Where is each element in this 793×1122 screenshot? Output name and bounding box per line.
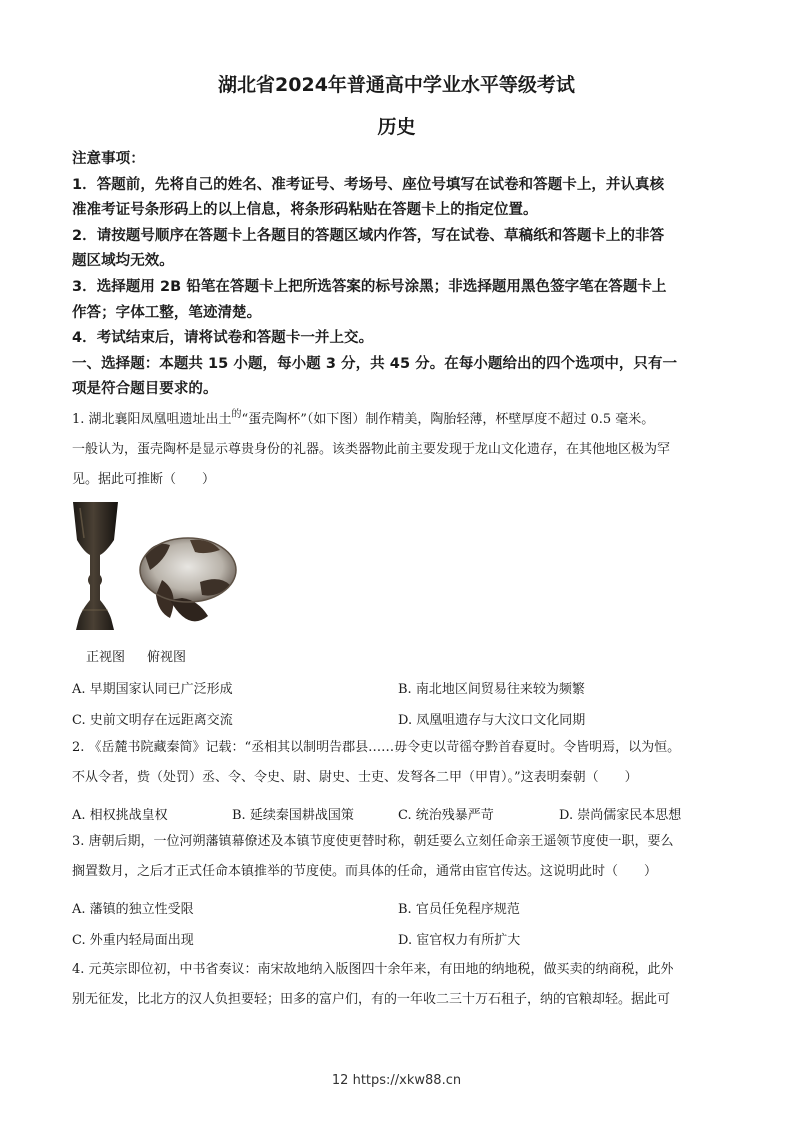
question-1: [72, 400, 724, 495]
notice-line: 4．考试结束后，请将试卷和答题卡一并上交。: [72, 330, 374, 347]
option-d[interactable]: D. 宦官权力有所扩大: [398, 933, 521, 948]
notice-line: 1．答题前，先将自己的姓名、准考证号、考场号、座位号填写在试卷和答题卡上，并认真核: [72, 176, 665, 193]
question-1-line: 见。据此可推断（ ）: [72, 472, 216, 487]
superscript-text: 的: [231, 409, 242, 420]
option-b[interactable]: B. 南北地区间贸易往来较为频繁: [398, 682, 585, 697]
option-a[interactable]: A. 相权挑战皇权: [72, 808, 168, 823]
eggshell-cup-front-view: [70, 500, 240, 635]
notice-heading: 注意事项：: [72, 151, 145, 167]
question-3-line: 3. 唐朝后期，一位河朔藩镇幕僚述及本镇节度使更替时称，朝廷要么立刻任命亲王遥领节度使一职，要么: [72, 834, 674, 849]
option-a[interactable]: A. 早期国家认同已广泛形成: [72, 682, 233, 697]
question-text: 1. 湖北襄阳凤凰咀遗址出土: [72, 412, 232, 427]
option-d[interactable]: D. 凤凰咀遗存与大汶口文化同期: [398, 713, 586, 728]
notice-line: 作答；字体工整，笔迹清楚。: [72, 304, 262, 321]
eggshell-cup-images: [70, 500, 240, 635]
notice-line: 2．请按题号顺序在答题卡上各题目的答题区域内作答，写在试卷、草稿纸和答题卡上的非答: [72, 227, 665, 244]
option-c[interactable]: C. 史前文明存在远距离交流: [72, 713, 233, 728]
subject-title: 历史: [377, 116, 416, 138]
question-text: “蛋壳陶杯”（如下图）制作精美，陶胎轻薄，杯壁厚度不超过 0.5 毫米。: [241, 412, 655, 427]
question-4: [72, 955, 724, 1015]
question-2-line: 不从令者，赀（处罚）丞、令、令史、尉、尉史、士吏、发弩各二甲（甲胄）。”这表明秦朝（ ）: [72, 770, 638, 785]
question-4-line: 4. 元英宗即位初，中书省奏议：南宋故地纳入版图四十余年来，有田地的纳地税，做买卖的纳商税，此外: [72, 962, 674, 977]
question-1-line: 一般认为，蛋壳陶杯是显示尊贵身份的礼器。该类器物此前主要发现于龙山文化遗存，在其他地区极为罕: [72, 442, 671, 457]
question-3: [72, 827, 724, 887]
notice-line: 3．选择题用 2B 铅笔在答题卡上把所选答案的标号涂黑；非选择题用黑色签字笔在答题卡上: [72, 278, 667, 295]
option-d[interactable]: D. 崇尚儒家民本思想: [559, 808, 682, 823]
question-2-options: [72, 804, 724, 824]
question-4-line: 别无征发，比北方的汉人负担要轻；田多的富户们，有的一年收二三十万石租子，纳的官粮却轻。据此可: [72, 992, 671, 1007]
notice-section: [72, 147, 724, 403]
notice-line: 题区域均无效。: [72, 253, 174, 270]
option-a[interactable]: A. 藩镇的独立性受限: [72, 902, 194, 917]
page-footer: 12 https://xkw88.cn: [331, 1073, 462, 1088]
exam-title: 湖北省2024年普通高中学业水平等级考试: [218, 74, 575, 96]
caption-front-view: 正视图: [86, 650, 126, 665]
question-2-line: 2. 《岳麓书院藏秦简》记载：“丞相其以制明告郡县……毋令吏以苛徭夺黔首春夏时。令皆明焉，以为恒。: [72, 740, 681, 755]
caption-top-view: 俯视图: [147, 650, 187, 665]
option-b[interactable]: B. 官员任免程序规范: [398, 902, 520, 917]
notice-line: 准准考证号条形码上的以上信息，将条形码粘贴在答题卡上的指定位置。: [72, 202, 538, 219]
option-b[interactable]: B. 延续秦国耕战国策: [232, 808, 354, 823]
image-captions: [86, 646, 208, 665]
question-3-options: [72, 898, 724, 958]
option-c[interactable]: C. 统治残暴严苛: [398, 808, 494, 823]
question-2: [72, 733, 724, 793]
option-c[interactable]: C. 外重内轻局面出现: [72, 933, 194, 948]
section-heading: 一、选择题：本题共 15 小题，每小题 3 分，共 45 分。在每小题给出的四个选项中，只有一: [72, 355, 678, 372]
question-1-options: [72, 678, 724, 738]
question-3-line: 搁置数月，之后才正式任命本镇推举的节度使。而具体的任命，通常由宦官传达。这说明此时（ ）: [72, 864, 658, 879]
question-1-line: [72, 400, 724, 435]
section-heading: 项是符合题目要求的。: [72, 381, 218, 398]
